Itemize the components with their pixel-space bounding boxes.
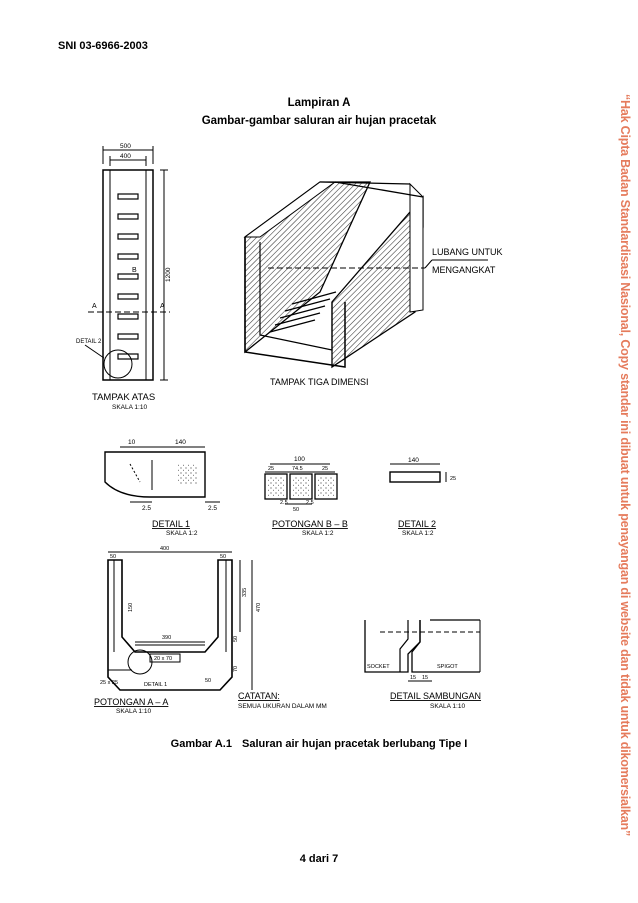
figure-caption: [0, 738, 638, 750]
detail2-title: DETAIL 2: [398, 519, 437, 529]
appendix-subtitle: Gambar-gambar saluran air hujan pracetak: [201, 115, 437, 127]
joint-socket-label: SOCKET: [367, 664, 390, 670]
section-aa-title: POTONGAN A – A: [94, 697, 169, 707]
d1-dim-2-5-b: 2.5: [208, 505, 218, 512]
technical-drawing: [76, 142, 520, 715]
bb-dim-25a: 25: [268, 466, 275, 472]
section-aa-scale: SKALA 1:10: [116, 708, 152, 715]
section-bb-title: POTONGAN B – B: [272, 519, 348, 529]
dim-1200: 1200: [165, 267, 172, 282]
dim-500: 500: [120, 143, 131, 150]
top-view-scale: SKALA 1:10: [112, 404, 148, 411]
aa-detail1-label: DETAIL 1: [144, 682, 168, 688]
aa-dim-50a: 50: [110, 554, 117, 560]
aa-dim-50c: 50: [233, 635, 239, 642]
iso-view-title: TAMPAK TIGA DIMENSI: [270, 377, 369, 387]
section-mark-a-left: A: [92, 303, 97, 310]
aa-dim-50b: 50: [220, 554, 227, 560]
d2-dim-140: 140: [408, 457, 419, 464]
d1-dim-2-5-a: 2.5: [142, 505, 152, 512]
section-mark-b: B: [132, 267, 137, 274]
joint-spigot-label: SPIGOT: [437, 664, 458, 670]
top-view-title: TAMPAK ATAS: [92, 392, 156, 403]
aa-dim-50d: 50: [205, 678, 212, 684]
notes-title: CATATAN:: [238, 691, 280, 701]
joint-scale: SKALA 1:10: [430, 703, 466, 710]
aa-dim-70: 70: [233, 665, 239, 672]
caption-number: Gambar A.1: [170, 738, 232, 750]
joint-dim-15a: 15: [410, 675, 417, 681]
aa-dim-150: 150: [128, 602, 134, 612]
aa-dim-400: 400: [160, 546, 170, 552]
iso-callout-line1: LUBANG UNTUK: [432, 247, 503, 257]
detail1-drawing: [105, 447, 220, 502]
bb-dim-100: 100: [294, 456, 305, 463]
joint-dim-15b: 15: [422, 675, 429, 681]
aa-dim-335: 335: [242, 587, 248, 597]
detail1-scale: SKALA 1:2: [166, 530, 198, 537]
aa-dim-390: 390: [162, 635, 172, 641]
d1-dim-10: 10: [128, 439, 136, 446]
bb-dim-50: 50: [293, 507, 300, 513]
detail2-marker: DETAIL 2: [76, 339, 102, 345]
bb-dim-25b: 25: [322, 466, 329, 472]
section-aa-drawing: [108, 552, 252, 690]
d2-dim-25: 25: [450, 476, 457, 482]
aa-dim-470: 470: [256, 602, 262, 612]
bb-dim-2-5b: 2.5: [306, 500, 314, 506]
iso-callout-line2: MENGANGKAT: [432, 265, 496, 275]
page-number: 4 dari 7: [299, 853, 339, 865]
appendix-title: Lampiran A: [287, 97, 351, 109]
joint-title: DETAIL SAMBUNGAN: [390, 691, 482, 701]
section-mark-a-right: A: [160, 303, 165, 310]
aa-dim-20x70: 20 x 70: [154, 656, 173, 662]
notes-text: SEMUA UKURAN DALAM MM: [238, 703, 327, 710]
aa-dim-25x25: 25 x 25: [100, 680, 119, 686]
detail2-drawing: [390, 464, 446, 482]
section-bb-scale: SKALA 1:2: [302, 530, 334, 537]
bb-dim-2-5a: 2.5: [280, 500, 288, 506]
joint-drawing: [365, 620, 480, 681]
detail1-title: DETAIL 1: [152, 519, 191, 529]
dim-400: 400: [120, 153, 131, 160]
d1-dim-140: 140: [175, 439, 186, 446]
appendix-heading: [0, 97, 638, 127]
document-code: SNI 03-6966-2003: [58, 40, 148, 52]
bb-dim-74-5: 74.5: [292, 466, 303, 472]
copyright-watermark: “Hak Cipta Badan Standardisasi Nasional, Copy standar ini dibuat untuk penayangan di website dan tidak untuk dikomersialkan”: [618, 94, 632, 837]
caption-text: Saluran air hujan pracetak berlubang Tipe I: [241, 738, 468, 750]
detail2-scale: SKALA 1:2: [402, 530, 434, 537]
